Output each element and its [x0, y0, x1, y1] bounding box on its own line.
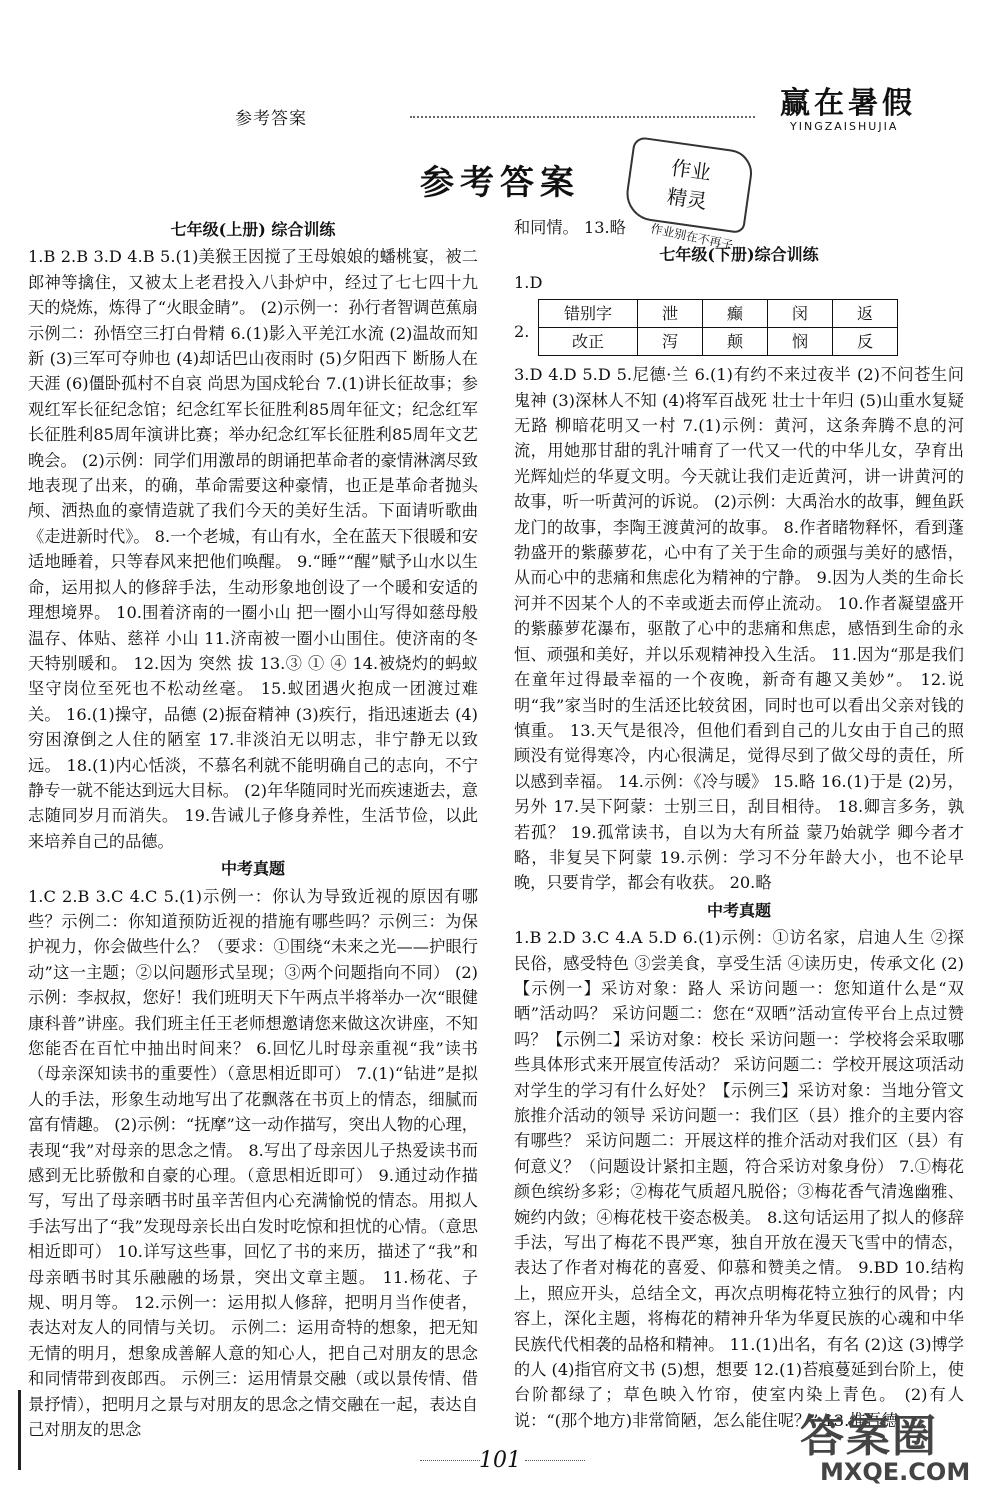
table-row: [539, 328, 898, 356]
watermark-logo: 答案圈: [800, 1411, 938, 1462]
left-column: [28, 215, 478, 1443]
correction-table-wrap: [514, 299, 964, 356]
right-column: [514, 215, 964, 1433]
header-section-label: 参考答案: [235, 109, 307, 129]
section-heading: 七年级(上册) 综合训练: [170, 220, 336, 239]
page-number: 101: [479, 1448, 521, 1473]
section-heading: 七年级(下册)综合训练: [659, 245, 819, 265]
header-divider: [410, 116, 755, 118]
page-title: 参考答案: [420, 163, 580, 203]
stamp-line1: 作业: [669, 155, 713, 185]
table-cell: 癫: [703, 300, 768, 328]
table-cell: 悯: [768, 328, 833, 356]
stamp-line2: 精灵: [665, 184, 709, 214]
correction-table: [538, 299, 898, 356]
table-cell: 改正: [539, 328, 638, 356]
header-brand-pinyin: YINGZAISHUJIA: [790, 120, 899, 133]
answer-paragraph: 和同情。 13.略: [514, 218, 626, 237]
section-heading: 中考真题: [220, 859, 285, 879]
table-cell: 颠: [703, 328, 768, 356]
answer-paragraph: 3.D 4.D 5.D 5.尼德·兰 6.(1)有约不来过夜半 (2)不问苍生问鬼神 (3)深林人不知 (4)将军百战死 壮士十年归 (5)山重水复疑无路 柳暗花明又一村 7.(1)示例：黄河，这条奔腾不息的河流，用她那甘甜的乳汁哺育了一代又一代的中华儿女，孕育出光辉灿烂的华夏文明。今天就让我们走近黄河，讲一讲黄河的故事，听一听黄河的诉说。 (2)示例：大禹治水的故事，鲤鱼跃龙门的故事，李陶王渡黄河的故事。 8.作者睹物释怀，看到蓬勃盛开的紫藤萝花，心中有了关于生命的顽强与美好的感悟，从而心中的悲痛和焦虑化为精神的宁静。 9.因为人类的生命长河并不因某个人的不幸或逝去而停止流动。 10.作者凝望盛开的紫藤萝花瀑布，驱散了心中的悲痛和焦虑，感悟到生命的永恒、顽强和美好，并以乐观精神投入生活。 11.因为“那是我们在童年过得最幸福的一个夜晚，新奇有趣又美妙”。 12.说明“我”家当时的生活还比较贫困，同时也可以看出父亲对钱的慎重。 13.天气是很冷，但他们看到自己的儿女由于自己的照顾没有觉得寒冷，内心很满足，觉得尽到了做父母的责任，所以感到幸福。 14.示例：《冷与暖》 15.略 16.(1)于是 (2)另，另外 17.吴下阿蒙：士别三日，刮目相待。 18.卿言多务，孰若孤？ 19.孤常读书，自以为大有所益 蒙乃始就学 卿今者才略，非复吴下阿蒙 19.示例：学习不分年龄大小，也不论早晚，只要肯学，都会有收获。 20.略: [514, 365, 964, 893]
watermark-url: MXQE.COM: [820, 1458, 971, 1486]
table-number: 2.: [514, 322, 530, 342]
header-brand: 赢在暑假: [780, 86, 916, 121]
table-cell: 闵: [768, 300, 833, 328]
table-cell: 返: [833, 300, 898, 328]
answer-line: 1.D: [514, 272, 543, 292]
table-cell: 反: [833, 328, 898, 356]
answer-paragraph: 1.B 2.B 3.D 4.B 5.(1)美猴王因搅了王母娘娘的蟠桃宴，被二郎神等擒住，又被太上老君投入八卦炉中，经过了七七四十九天的烧炼，炼得了“火眼金睛”。 (2)示例一：孙行者智调芭蕉扇 示例二：孙悟空三打白骨精 6.(1)影入平羌江水流 (2)温故而知新 (3)三军可夺帅也 (4)却话巴山夜雨时 (5)夕阳西下 断肠人在天涯 (6)僵卧孤村不自哀 尚思为国戍轮台 7.(1)讲长征故事；参观红军长征纪念馆；纪念红军长征胜利85周年征文；纪念红军长征胜利85周年演讲比赛；举办纪念红军长征胜利85周年文艺晚会。 (2)示例：同学们用激昂的朗诵把革命者的豪情淋漓尽致地表现了出来，的确，革命需要这种豪情，也正是革命者抛头颅、洒热血的豪情造就了我们今天的美好生活。下面请听歌曲《走进新时代》。 8.一个老城，有山有水，全在蓝天下很暖和安适地睡着，只等春风来把他们唤醒。 9.“睡”“醒”赋予山水以生命，运用拟人的修辞手法，生动形象地创设了一个暖和安适的理想境界。 10.围着济南的一圈小山 把一圈小山写得如慈母般温存、体贴、慈祥 小山 11.济南被一圈小山围住。使济南的冬天特别暖和。 12.因为 突然 拔 13.③ ① ④ 14.被烧灼的蚂蚁坚守岗位至死也不松动丝毫。 15.蚁团遇火抱成一团渡过难关。 16.(1)操守，品德 (2)振奋精神 (3)疾行，指迅速逝去 (4)穷困潦倒之人住的陋室 17.非淡泊无以明志，非宁静无以致远。 18.(1)内心恬淡，不慕名利就不能明确自己的志向，不宁静专一就不能达到远大目标。 (2)年华随同时光而疾速逝去，意志随同岁月而消失。 19.告诫儿子修身养性，生活节俭，以此来培养自己的品德。: [28, 247, 478, 851]
table-cell: 泻: [638, 328, 703, 356]
section-heading: 中考真题: [706, 900, 771, 920]
table-cell: 泄: [638, 300, 703, 328]
stamp-note: 作业别在不再子: [649, 221, 735, 253]
table-row: [539, 300, 898, 328]
answer-paragraph: 1.C 2.B 3.C 4.C 5.(1)示例一：你认为导致近视的原因有哪些？示例二：你知道预防近视的措施有哪些吗？示例三：为保护视力，你会做些什么？（要求：①围绕“未来之光——护眼行动”这一主题；②以问题形式呈现；③两个问题指向不同） (2)示例：李叔叔，您好！我们班明天下午两点半将举办一次“眼健康科普”讲座。我们班主任王老师想邀请您来做这次讲座，不知您能否在百忙中抽出时间来？ 6.回忆儿时母亲重视“我”读书（母亲深知读书的重要性）（意思相近即可） 7.(1)“钻进”是拟人的手法，形象生动地写出了花飘落在书页上的情态，细腻而富有情趣。 (2)示例：“抚摩”这一动作描写，突出人物的心理，表现“我”对母亲的思念之情。 8.写出了母亲因儿子热爱读书而感到无比骄傲和自豪的心理。（意思相近即可） 9.通过动作描写，写出了母亲晒书时虽辛苦但内心充满愉悦的情态。用拟人手法写出了“我”发现母亲长出白发时吃惊和担忧的心情。（意思相近即可） 10.详写这些事，回忆了书的来历，描述了“我”和母亲晒书时其乐融融的场景，突出文章主题。 11.杨花、子规、明月等。 12.示例一：运用拟人修辞，把明月当作使者，表达对友人的同情与关切。 示例二：运用奇特的想象，把无知无情的明月，想象成善解人意的知心人，把自己对朋友的思念和同情带到夜郎西。 示例三：运用情景交融（或以景传情、借景抒情），把明月之景与对朋友的思念之情交融在一起，表达自己对朋友的思念: [28, 886, 478, 1440]
answer-paragraph: 1.B 2.D 3.C 4.A 5.D 6.(1)示例：①访名家，启迪人生 ②探民俗，感受特色 ③尝美食，享受生活 ④读历史，传承文化 (2)【示例一】采访对象：路人 采访问题一：您知道什么是“双晒”活动吗？ 采访问题二：您在“双晒”活动宣传平台上点过赞吗？【示例二】采访对象：校长 采访问题一：学校将会采取哪些具体形式来开展宣传活动？ 采访问题二：学校开展这项活动对学生的学习有什么好处？【示例三】采访对象：当地分管文旅推介活动的领导 采访问题一：我们区（县）推介的主要内容有哪些？ 采访问题二：开展这样的推介活动对我们区（县）有何意义？（问题设计紧扣主题，符合采访对象身份） 7.①梅花颜色缤纷多彩；②梅花气质超凡脱俗；③梅花香气清逸幽雅、婉约内敛；④梅花枝干姿态极美。 8.这句话运用了拟人的修辞手法，写出了梅花不畏严寒，独自开放在漫天飞雪中的情态，表达了作者对梅花的喜爱、仰慕和赞美之情。 9.BD 10.结构上，照应开头，总结全文，再次点明梅花特立独行的风骨；内容上，深化主题，将梅花的精神升华为华夏民族的心魂和中华民族代代相袭的品格和精神。 11.(1)出名，有名 (2)这 (3)博学的人 (4)指官府文书 (5)想，想要 12.(1)苔痕蔓延到台阶上，使台阶都绿了；草色映入竹帘，使室内染上青色。 (2)有人说：“(那个地方)非常简陋，怎么能住呢？” 13.惟吾德: [514, 928, 964, 1430]
table-cell: 错别字: [539, 300, 638, 328]
